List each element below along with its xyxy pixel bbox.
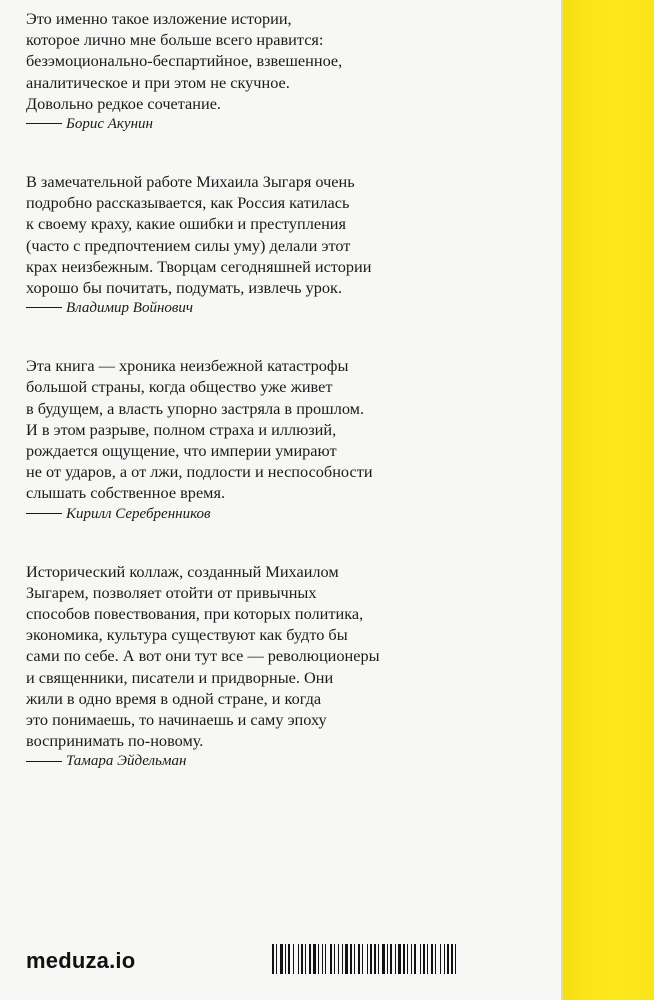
quote-line: воспринимать по-новому. (26, 731, 204, 751)
author-name: Кирилл Серебренников (66, 505, 211, 522)
quote-line: и священники, писатели и придворные. Они (26, 667, 334, 687)
em-dash-rule (26, 123, 62, 124)
barcode-bar (293, 944, 294, 974)
barcode-bar (407, 944, 408, 974)
quote-text (26, 561, 536, 752)
author-name: Тамара Эйдельман (66, 753, 187, 770)
quote-line: Это именно такое изложение истории, (26, 9, 292, 28)
barcode-bar (334, 944, 335, 974)
yellow-accent-band (563, 0, 654, 1000)
quote-serebrennikov (26, 355, 536, 524)
barcode-bar (440, 944, 441, 974)
barcode-bar (420, 944, 421, 974)
barcode-bar (354, 944, 355, 974)
barcode-bar (370, 944, 372, 974)
quote-line: (часто с предпочтением силы уму) делали этот (26, 235, 351, 255)
author-name: Борис Акунин (66, 116, 153, 133)
barcode-bar (451, 944, 453, 974)
quote-line: способов повествования, при которых политика, (26, 604, 364, 624)
barcode-bar (398, 944, 401, 974)
barcode-bar (345, 944, 348, 974)
barcode-bar (350, 944, 352, 974)
barcode-bar (325, 944, 326, 974)
barcode-bar (301, 944, 303, 974)
quote-line: сами по себе. А вот они тут все — революционеры (26, 646, 380, 666)
quote-line: И в этом разрыве, полном страха и иллюзий, (26, 419, 337, 439)
barcode-bar (288, 944, 290, 974)
barcode-bar (342, 944, 343, 974)
barcode-bar (309, 944, 311, 974)
barcode-bar (378, 944, 379, 974)
quote-line: безэмоционально-беспартийное, взвешенное, (26, 51, 343, 71)
barcode-bar (298, 944, 299, 974)
barcode-bar (403, 944, 405, 974)
quote-line: слышать собственное время. (26, 483, 226, 503)
barcode-bar (276, 944, 277, 974)
barcode-bar (411, 944, 412, 974)
barcode-bar (313, 944, 316, 974)
barcode-bar (305, 944, 306, 974)
barcode-bar (427, 944, 428, 974)
barcode-bar (395, 944, 396, 974)
quote-line: Исторический коллаж, созданный Михаилом (26, 561, 339, 581)
quote-line: к своему краху, какие ошибки и преступления (26, 214, 347, 234)
quote-line: не от ударов, а от лжи, подлости и неспособности (26, 462, 373, 482)
quote-line: рождается ощущение, что империи умирают (26, 441, 337, 461)
barcode-bar (362, 944, 363, 974)
barcode-bar (390, 944, 392, 974)
em-dash-rule (26, 761, 62, 762)
barcode-bar (423, 944, 425, 974)
quote-line: которое лично мне больше всего нравится: (26, 30, 324, 50)
quote-line: крах неизбежным. Творцам сегодняшней истории (26, 256, 372, 276)
quote-eidelman (26, 561, 536, 773)
quote-akunin (26, 8, 536, 135)
quote-line: в будущем, а власть упорно застряла в прошлом. (26, 398, 365, 418)
barcode-bar (444, 944, 445, 974)
barcode-bar (435, 944, 436, 974)
barcode-bar (414, 944, 416, 974)
barcode-image (272, 944, 547, 974)
barcode-bar (338, 944, 339, 974)
quote-line: подробно рассказывается, как Россия катилась (26, 193, 350, 213)
em-dash-rule (26, 513, 62, 514)
quotes-column (26, 8, 536, 808)
quote-line: Довольно редкое сочетание. (26, 93, 222, 113)
author-name: Владимир Войнович (66, 300, 194, 317)
quote-line: Зыгарем, позволяет отойти от привычных (26, 582, 317, 602)
quote-voinovich (26, 171, 536, 319)
barcode-bar (387, 944, 388, 974)
quote-author (26, 751, 536, 772)
quote-line: большой страны, когда общество уже живет (26, 377, 333, 397)
quote-line: В замечательной работе Михаила Зыгаря очень (26, 172, 355, 192)
barcode-bar (285, 944, 286, 974)
barcode-bar (367, 944, 368, 974)
quote-author (26, 504, 536, 525)
barcode-bar (322, 944, 323, 974)
quote-line: Эта книга — хроника неизбежной катастрофы (26, 356, 349, 376)
quote-text (26, 8, 536, 114)
em-dash-rule (26, 307, 62, 308)
barcode-bar (455, 944, 456, 974)
barcode-bar (330, 944, 332, 974)
quote-line: экономика, культура существуют как будто бы (26, 625, 348, 645)
barcode-bar (280, 944, 283, 974)
barcode-bar (358, 944, 360, 974)
barcode-bar (447, 944, 449, 974)
quote-author (26, 114, 536, 135)
quote-text (26, 355, 536, 503)
quote-line: хорошо бы почитать, подумать, извлечь урок. (26, 278, 343, 298)
barcode-bar (374, 944, 376, 974)
quote-text (26, 171, 536, 298)
quote-author (26, 298, 536, 319)
quote-line: жили в одно время в одной стране, и когда (26, 688, 322, 708)
quote-line: аналитическое и при этом не скучное. (26, 72, 290, 92)
publisher-brand: meduza.io (26, 948, 136, 973)
barcode-bar (382, 944, 385, 974)
barcode-bar (431, 944, 433, 974)
quote-line: это понимаешь, то начинаешь и саму эпоху (26, 710, 327, 730)
barcode-bar (318, 944, 319, 974)
barcode-bar (272, 944, 274, 974)
